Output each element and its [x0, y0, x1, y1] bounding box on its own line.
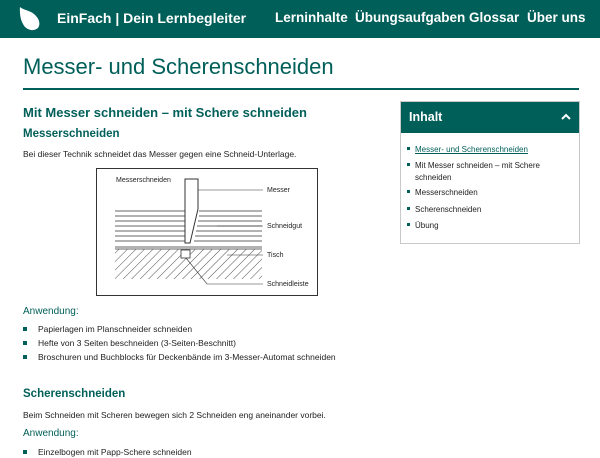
- bullet-icon: [23, 450, 27, 454]
- label-schneidleiste: Schneidleiste: [267, 281, 309, 288]
- schere-description: Beim Schneiden mit Scheren bewegen sich 2 Schneiden eng aneinander vorbei.: [23, 410, 326, 420]
- bullet-icon: [23, 327, 27, 331]
- top-navigation-bar: [0, 0, 600, 38]
- schere-heading: Scherenschneiden: [23, 388, 126, 400]
- toc-item-messerschneiden[interactable]: Messerschneiden: [407, 187, 575, 199]
- leaf-logo-icon[interactable]: [13, 4, 43, 34]
- bullet-icon: [407, 163, 410, 166]
- schere-anwendung-label: Anwendung:: [23, 428, 79, 439]
- messerschneiden-diagram: [96, 168, 318, 296]
- list-item: Papierlagen im Planschneider schneiden: [23, 324, 192, 334]
- toc-item-messer-und-scherenschneiden[interactable]: Messer- und Scherenschneiden: [407, 144, 575, 156]
- chevron-up-icon[interactable]: [559, 110, 573, 124]
- toc-title: Inhalt: [409, 110, 443, 124]
- table-of-contents: [400, 101, 580, 244]
- label-tisch: Tisch: [267, 252, 284, 259]
- toc-item-uebung[interactable]: Übung: [407, 220, 575, 232]
- figure-title: Messerschneiden: [116, 177, 171, 184]
- bullet-icon: [23, 355, 27, 359]
- list-item: Einzelbogen mit Papp-Schere schneiden: [23, 447, 192, 457]
- messer-anwendung-label: Anwendung:: [23, 306, 79, 317]
- label-schneidgut: Schneidgut: [267, 223, 303, 230]
- label-messer: Messer: [267, 187, 290, 194]
- toc-item-scherenschneiden[interactable]: Scherenschneiden: [407, 204, 575, 216]
- bullet-icon: [407, 190, 410, 193]
- section-title: Mit Messer schneiden – mit Schere schneiden: [23, 105, 307, 120]
- title-divider: [23, 88, 579, 90]
- nav-ueber-uns[interactable]: Über uns: [527, 10, 586, 25]
- toc-item-mit-messer-schneiden[interactable]: Mit Messer schneiden – mit Schere schneiden: [407, 160, 575, 184]
- nav-lerninhalte[interactable]: Lerninhalte: [275, 10, 348, 25]
- nav-uebungsaufgaben[interactable]: Übungsaufgaben: [355, 10, 466, 25]
- brand-title[interactable]: EinFach | Dein Lernbegleiter: [57, 10, 247, 26]
- bullet-icon: [407, 223, 410, 226]
- messer-heading: Messerschneiden: [23, 128, 120, 140]
- bullet-icon: [407, 147, 410, 150]
- bullet-icon: [407, 207, 410, 210]
- list-item: Hefte von 3 Seiten beschneiden (3-Seiten-Beschnitt): [23, 338, 236, 348]
- list-item: Broschuren und Buchblocks für Deckenbände im 3-Messer-Automat schneiden: [23, 352, 336, 362]
- bullet-icon: [23, 341, 27, 345]
- toc-header[interactable]: [401, 102, 579, 133]
- page-title: Messer- und Scherenschneiden: [23, 54, 334, 79]
- nav-glossar[interactable]: Glossar: [469, 10, 520, 25]
- messer-description: Bei dieser Technik schneidet das Messer gegen eine Schneid-Unterlage.: [23, 149, 297, 159]
